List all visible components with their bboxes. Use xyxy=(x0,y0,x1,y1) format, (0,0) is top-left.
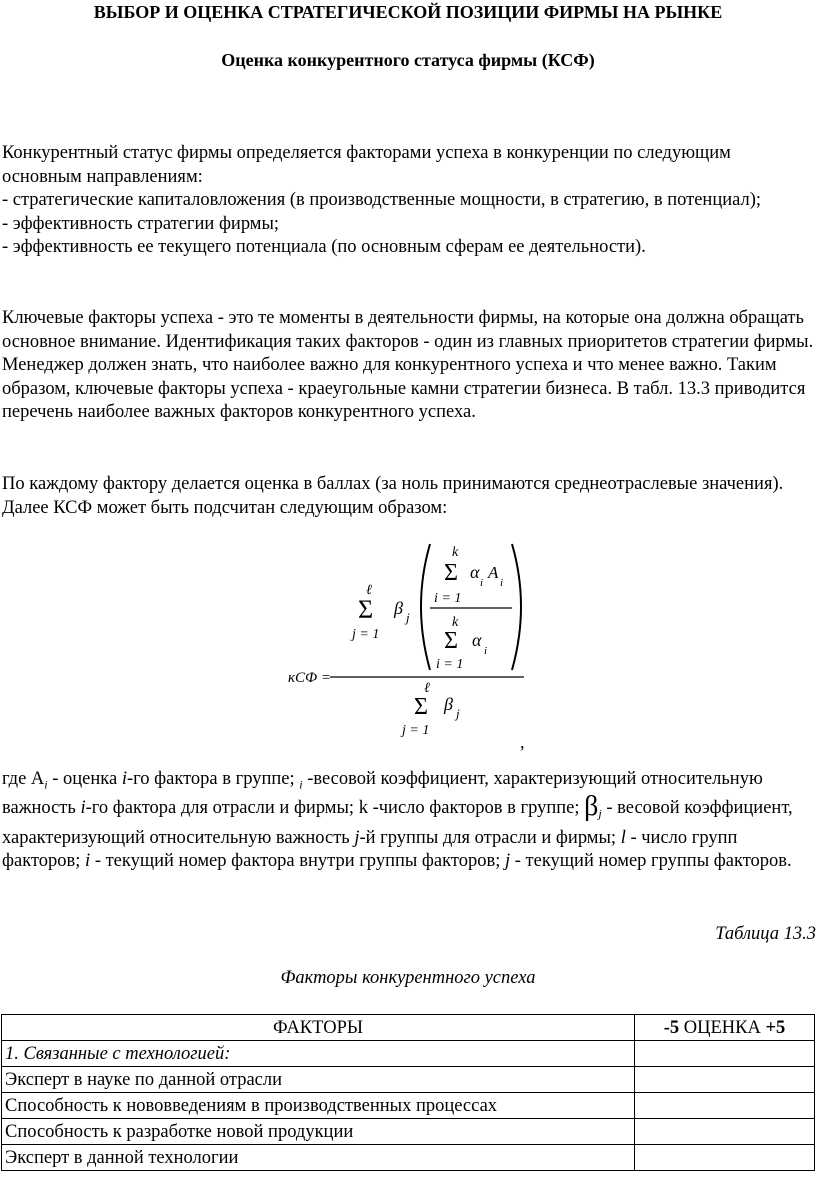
inner-sigma-bottom: Σ xyxy=(444,628,458,654)
score-label: ОЦЕНКА xyxy=(679,1017,766,1038)
var-i: i xyxy=(121,769,127,789)
table-number: Таблица 13.3 xyxy=(715,924,816,944)
score-cell xyxy=(635,1093,815,1119)
var-i: i xyxy=(85,851,91,872)
section-subtitle: Оценка конкурентного статуса фирмы (КСФ) xyxy=(221,50,595,70)
document-title: ВЫБОР И ОЦЕНКА СТРАТЕГИЧЕСКОЙ ПОЗИЦИИ ФИРМЫ НА РЫНКЕ xyxy=(93,2,723,22)
header-factors: ФАКТОРЫ xyxy=(2,1015,635,1041)
inner-k-bottom: k xyxy=(452,615,459,630)
right-paren xyxy=(512,544,521,670)
score-cell xyxy=(635,1041,815,1067)
outer-sigma: Σ xyxy=(358,595,374,624)
inner-k-top: k xyxy=(452,545,459,560)
var-j: j xyxy=(504,851,511,872)
inner-sigma-top: Σ xyxy=(444,560,458,586)
score-min: -5 xyxy=(663,1017,680,1038)
inner-lower-bottom: i = 1 xyxy=(436,657,464,672)
key-factors-text: Ключевые факторы успеха - это те моменты в деятельности фирмы, на которые она должна обращать основное внимание. Идентификация таких факторов - один из главных приоритетов стратегии фирмы. Менеджер должен знать, что наиболее важно для конкурентного успеха и что менее важно. Таким образом, ключевые факторы успеха - краеугольные камни стратегии бизнеса. В табл. 13.3 приводится перечень наиболее важных факторов конкурентного успеха. xyxy=(2,308,814,423)
denominator-beta-sub: j xyxy=(456,706,460,721)
ksf-formula xyxy=(284,536,544,746)
factor-cell: Эксперт в данной технологии xyxy=(2,1145,635,1171)
var-l: l xyxy=(620,827,626,848)
A-sub: i xyxy=(500,577,504,589)
table-row xyxy=(2,1041,815,1067)
alpha-top: α xyxy=(470,562,480,582)
table-row xyxy=(2,1093,815,1119)
where-paragraph xyxy=(2,768,814,874)
denominator-lower: j = 1 xyxy=(402,723,430,738)
where-text: -го фактора в группе; xyxy=(126,769,300,789)
factors-table xyxy=(1,1014,815,1171)
factor-cell: Способность к нововведениям в производственных процессах xyxy=(2,1093,635,1119)
table-row xyxy=(2,1145,815,1171)
beta-symbol: β xyxy=(394,598,403,618)
key-factors-paragraph xyxy=(2,307,814,425)
subscript: j xyxy=(598,806,602,821)
beta-subscript: j xyxy=(406,610,410,625)
where-text: - оценка xyxy=(47,769,122,789)
intro-item: - эффективность ее текущего потенциала (по основным сферам ее деятельности). xyxy=(2,237,646,258)
header-score xyxy=(635,1015,815,1041)
alpha-top-sub: i xyxy=(480,577,484,589)
factor-cell: Эксперт в науке по данной отрасли xyxy=(2,1067,635,1093)
table-title: Факторы конкурентного успеха xyxy=(280,968,536,988)
var-j: j xyxy=(354,827,360,848)
left-paren xyxy=(421,544,430,670)
where-text: - число групп факторов; xyxy=(2,827,738,872)
subscript: i xyxy=(299,777,303,792)
score-cell xyxy=(635,1119,815,1145)
intro-paragraph xyxy=(2,142,814,260)
denominator-sigma: Σ xyxy=(414,694,428,720)
table-row xyxy=(2,1067,815,1093)
alpha-bottom: α xyxy=(472,630,482,650)
denominator-upper: ℓ xyxy=(424,681,430,696)
table-row xyxy=(2,1119,815,1145)
alpha-bottom-sub: i xyxy=(484,645,488,657)
A-symbol: A xyxy=(488,563,499,582)
where-text: -го фактора для отрасли и фирмы; k -число факторов в группе; xyxy=(85,798,585,819)
intro-lead: Конкурентный статус фирмы определяется факторами успеха в конкуренции по следующим основным направлениям: xyxy=(2,143,731,187)
intro-item: - стратегические капиталовложения (в производственные мощности, в стратегию, в потенциал); xyxy=(2,190,762,211)
score-max: +5 xyxy=(765,1017,786,1038)
formula-lhs: кСФ = xyxy=(288,670,331,686)
formula-comma: , xyxy=(520,732,525,752)
score-paragraph xyxy=(2,473,814,520)
where-text: где A xyxy=(2,769,45,789)
intro-item: - эффективность стратегии фирмы; xyxy=(2,213,280,234)
where-text: - текущий номер группы факторов. xyxy=(510,851,792,872)
where-text: - текущий номер фактора внутри группы факторов; xyxy=(90,851,505,872)
denominator-beta: β xyxy=(444,694,453,714)
where-text: -й группы для отрасли и фирмы; xyxy=(359,827,621,848)
beta-symbol: β xyxy=(584,791,599,823)
var-i: i xyxy=(80,798,86,819)
score-cell xyxy=(635,1067,815,1093)
factor-cell: Способность к разработке новой продукции xyxy=(2,1119,635,1145)
table-header-row xyxy=(2,1015,815,1041)
outer-sum-lower: j = 1 xyxy=(352,627,380,642)
inner-lower-top: i = 1 xyxy=(434,591,462,606)
outer-sum-upper: ℓ xyxy=(366,583,372,598)
score-cell xyxy=(635,1145,815,1171)
where-text: - весовой коэффициент, характеризующий относительную важность xyxy=(2,798,793,848)
score-text: По каждому фактору делается оценка в баллах (за ноль принимаются среднеотраслевые значения). Далее КСФ может быть подсчитан следующим образом: xyxy=(2,474,784,518)
group-label: 1. Связанные с технологией: xyxy=(2,1041,635,1067)
subscript: i xyxy=(44,777,48,792)
where-text: -весовой коэффициент, характеризующий относительную важность xyxy=(2,769,763,819)
